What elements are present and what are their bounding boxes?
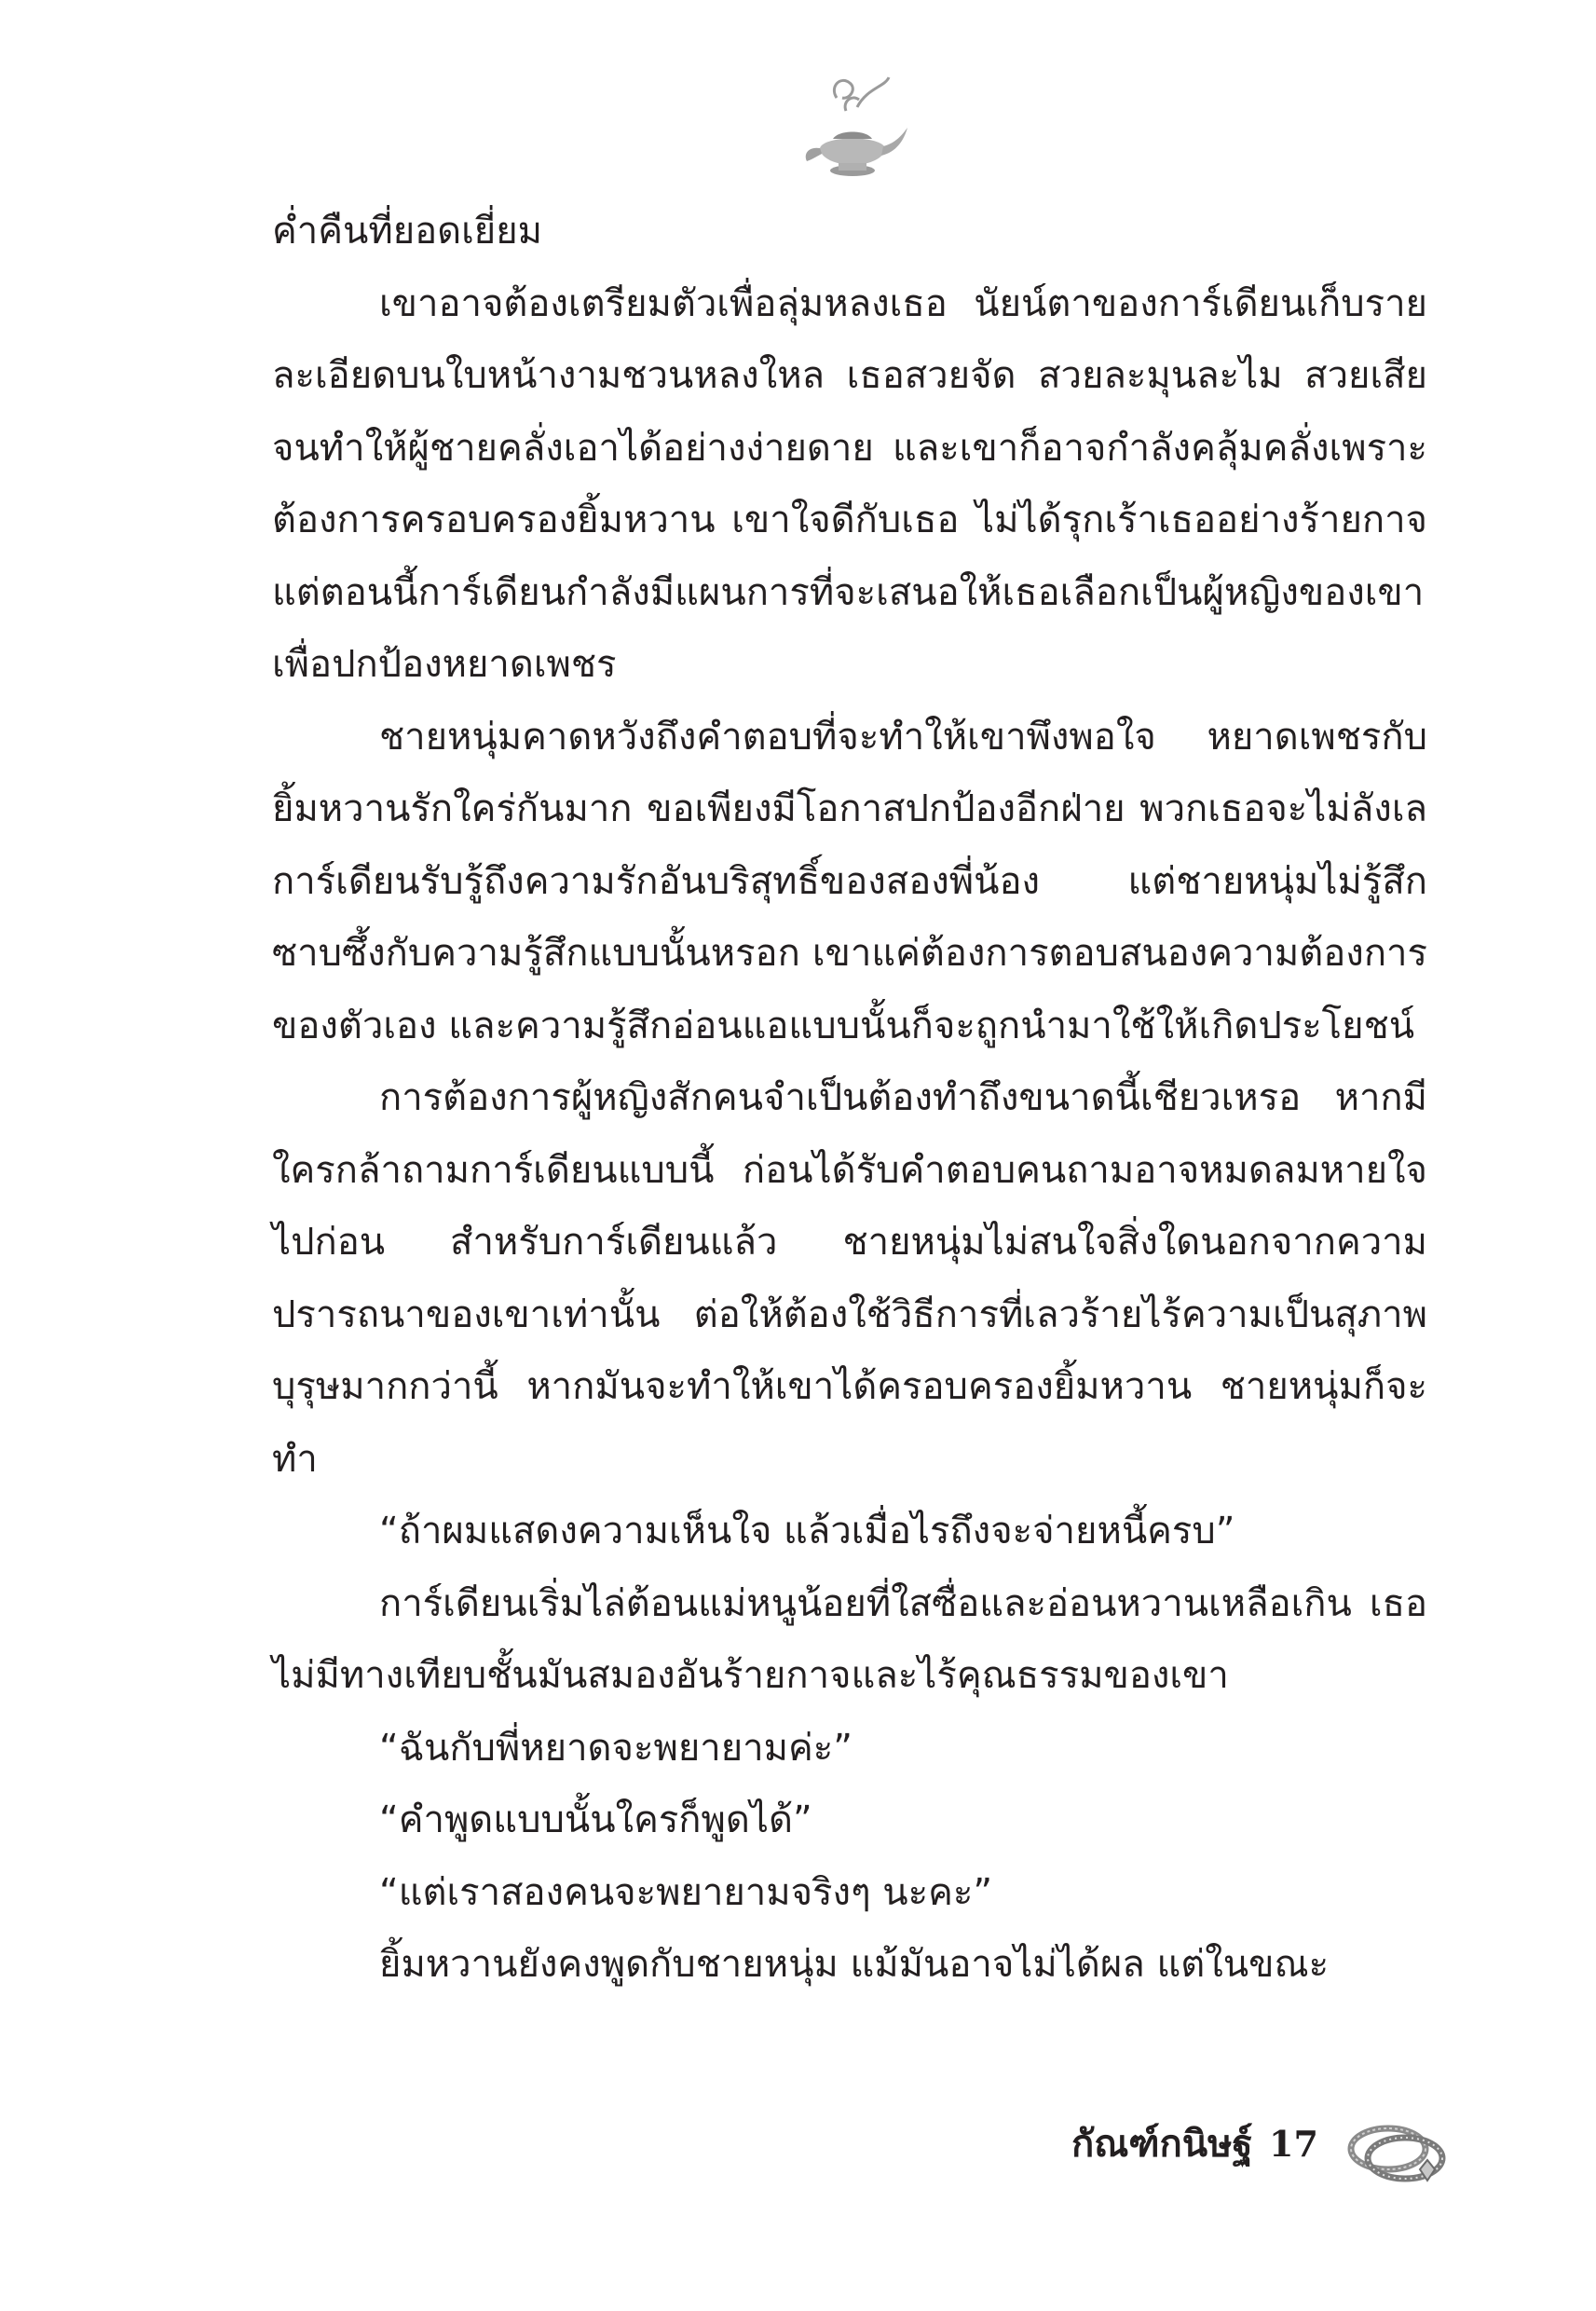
paragraph-1: ค่ำคืนที่ยอดเยี่ยม [272, 210, 543, 253]
page-number: 17 [1269, 2123, 1318, 2165]
genie-lamp-icon [792, 70, 913, 191]
paragraph-6: การ์เดียนเริ่มไล่ต้อนแม่หนูน้อยที่ใสซื่อและอ่อนหวานเหลือเกิน เธอไม่มีทางเทียบชั้นมันสมองอันร้ายกาจและไร้คุณธรรมของเขา [272, 1581, 1427, 1697]
wedding-rings-icon [1344, 2104, 1455, 2188]
body-text [272, 196, 1427, 2002]
paragraph-5: “ถ้าผมแสดงความเห็นใจ แล้วเมื่อไรถึงจะจ่ายหนี้ครบ” [379, 1510, 1235, 1552]
paragraph-4: การต้องการผู้หญิงสักคนจำเป็นต้องทำถึงขนาดนี้เชียวเหรอ หากมีใครกล้าถามการ์เดียนแบบนี้ ก่อนได้รับคำตอบคนถามอาจหมดลมหายใจไปก่อน สำหรับการ์เดียนแล้ว ชายหนุ่มไม่สนใจสิ่งใดนอกจากความปรารถนาของเขาเท่านั้น ต่อให้ต้องใช้วิธีการที่เลวร้ายไร้ความเป็นสุภาพบุรุษมากกว่านี้ หากมันจะทำให้เขาได้ครอบครองยิ้มหวาน ชายหนุ่มก็จะทำ [272, 1076, 1427, 1481]
page-footer [1071, 2104, 1463, 2188]
book-title: กัณฑ์กนิษฐ์ [1071, 2122, 1253, 2166]
paragraph-3: ชายหนุ่มคาดหวังถึงคำตอบที่จะทำให้เขาพึงพอใจ หยาดเพชรกับยิ้มหวานรักใคร่กันมาก ขอเพียงมีโอกาสปกป้องอีกฝ่าย พวกเธอจะไม่ลังเล การ์เดียนรับรู้ถึงความรักอันบริสุทธิ์ของสองพี่น้อง แต่ชายหนุ่มไม่รู้สึกซาบซึ้งกับความรู้สึกแบบนั้นหรอก เขาแค่ต้องการตอบสนองความต้องการของตัวเอง และความรู้สึกอ่อนแอแบบนั้นก็จะถูกนำมาใช้ให้เกิดประโยชน์ [272, 715, 1427, 1047]
paragraph-7: “ฉันกับพี่หยาดจะพยายามค่ะ” [379, 1726, 853, 1770]
paragraph-8: “คำพูดแบบนั้นใครก็พูดได้” [379, 1798, 812, 1841]
paragraph-2: เขาอาจต้องเตรียมตัวเพื่อลุ่มหลงเธอ นัยน์ตาของการ์เดียนเก็บรายละเอียดบนใบหน้างามชวนหลงใหล เธอสวยจัด สวยละมุนละไม สวยเสียจนทำให้ผู้ชายคลั่งเอาได้อย่างง่ายดาย และเขาก็อาจกำลังคลุ้มคลั่งเพราะต้องการครอบครองยิ้มหวาน เขาใจดีกับเธอ ไม่ได้รุกเร้าเธออย่างร้ายกาจ แต่ตอนนี้การ์เดียนกำลังมีแผนการที่จะเสนอให้เธอเลือกเป็นผู้หญิงของเขาเพื่อปกป้องหยาดเพชร [272, 281, 1427, 686]
paragraph-10: ยิ้มหวานยังคงพูดกับชายหนุ่ม แม้มันอาจไม่ได้ผล แต่ในขณะ [379, 1943, 1330, 1986]
paragraph-9: “แต่เราสองคนจะพยายามจริงๆ นะคะ” [379, 1870, 993, 1914]
